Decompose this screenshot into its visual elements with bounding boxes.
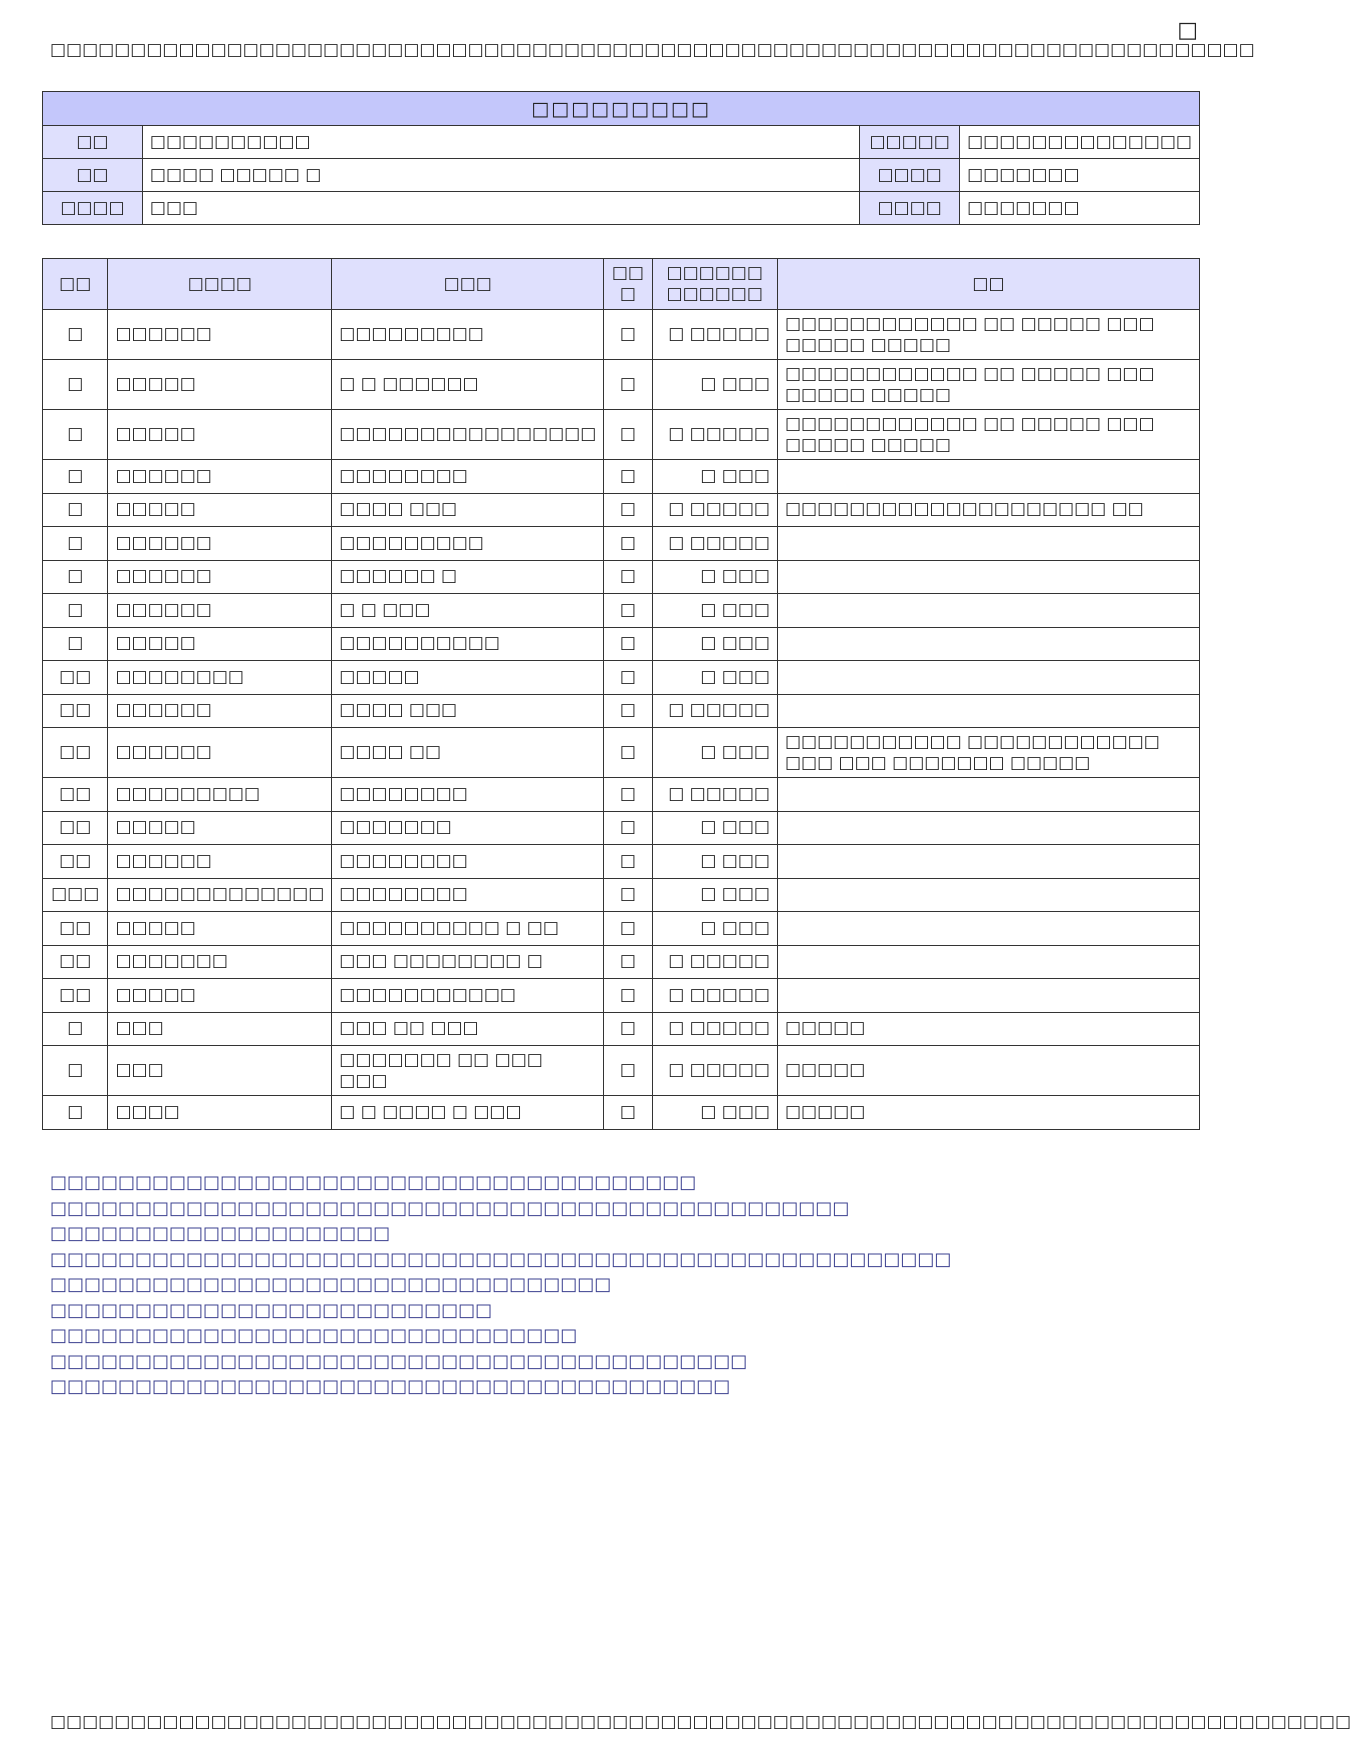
cell-price: □ □□□□□ <box>652 778 777 812</box>
cell-qty: □ <box>604 460 652 494</box>
cell-no: □□ <box>43 694 108 728</box>
cell-qty: □ <box>604 627 652 661</box>
cell-qty: □ <box>604 410 652 460</box>
table-row <box>43 878 1200 912</box>
cell-no: □ <box>43 1012 108 1046</box>
cell-note <box>777 845 1199 879</box>
column-header: □□□□□□ □□□□□□ <box>652 259 777 310</box>
cell-price: □ □□□□□ <box>652 694 777 728</box>
cell-note <box>777 694 1199 728</box>
cell-price: □ □□□ <box>652 460 777 494</box>
cell-price: □ □□□□□ <box>652 493 777 527</box>
cell-name: □□□□□□□□□□□ <box>332 979 604 1013</box>
cell-note <box>777 878 1199 912</box>
table-row <box>43 360 1200 410</box>
cell-no: □ <box>43 560 108 594</box>
cell-code: □□□ <box>108 1046 332 1096</box>
table-row <box>43 1046 1200 1096</box>
cell-qty: □ <box>604 912 652 946</box>
cell-no: □□ <box>43 661 108 695</box>
info-label: □□ <box>43 126 143 159</box>
document-footer: □□□□□□□□□□□□□□□□□□□□□□□□□□□□□□□□□□□□□□□□□□□□□□□□□□□□□□□□□□□□□□□□□□□□□□□□□□□□□□□□□ <box>50 1712 1351 1732</box>
cell-no: □ <box>43 594 108 628</box>
info-value: □□□ <box>142 192 859 225</box>
cell-price: □ □□□ <box>652 360 777 410</box>
cell-name: □□□□□□□ <box>332 811 604 845</box>
cell-price: □ □□□ <box>652 878 777 912</box>
cell-name: □□□□□□□ □□ □□□ □□□ <box>332 1046 604 1096</box>
cell-name: □□□□ □□□ <box>332 694 604 728</box>
table-row <box>43 594 1200 628</box>
cell-price: □ □□□ <box>652 728 777 778</box>
cell-price: □ □□□ <box>652 1096 777 1130</box>
cell-note: □□□□□ <box>777 1012 1199 1046</box>
cell-qty: □ <box>604 945 652 979</box>
note-line: □□□□□□□□□□□□□□□□□□□□□□□□□□□□□□□□□□□□□□ <box>50 1172 697 1193</box>
table-row <box>43 728 1200 778</box>
cell-name: □ □ □□□□ □ □□□ <box>332 1096 604 1130</box>
note-line: □□□□□□□□□□□□□□□□□□□□□□□□□□□□□□□□□□□□□□□□□□□□□□□ <box>50 1197 850 1219</box>
cell-code: □□□□□ <box>108 912 332 946</box>
cell-code: □□□□□□ <box>108 560 332 594</box>
cell-name: □□□ □□□□□□□□ □ <box>332 945 604 979</box>
cell-name: □□□□ □□□ <box>332 493 604 527</box>
cell-code: □□□□□ <box>108 811 332 845</box>
cell-price: □ □□□ <box>652 594 777 628</box>
cell-code: □□□□□□ <box>108 460 332 494</box>
column-header: □□ □ <box>604 259 652 310</box>
cell-note <box>777 594 1199 628</box>
cell-no: □ <box>43 493 108 527</box>
cell-note <box>777 460 1199 494</box>
cell-code: □□□□□□□ <box>108 945 332 979</box>
table-row <box>43 1012 1200 1046</box>
cell-no: □□□ <box>43 878 108 912</box>
cell-note <box>777 627 1199 661</box>
table-row <box>43 560 1200 594</box>
cell-code: □□□□□ <box>108 410 332 460</box>
cell-price: □ □□□ <box>652 627 777 661</box>
note-line: □□□□□□□□□□□□□□□□□□□□□□□□□□ <box>50 1299 493 1321</box>
table-row <box>43 811 1200 845</box>
cell-note <box>777 778 1199 812</box>
cell-qty: □ <box>604 979 652 1013</box>
cell-note: □□□□□ <box>777 1046 1199 1096</box>
cell-code: □□□□□□ <box>108 594 332 628</box>
note-line: □□□□□□□□□□□□□□□□□□□□□□□□□□□□□□□ <box>50 1325 578 1346</box>
cell-qty: □ <box>604 594 652 628</box>
column-header: □□ <box>777 259 1199 310</box>
cell-qty: □ <box>604 1096 652 1130</box>
cell-name: □□□□□□□□□□□□□□□□ <box>332 410 604 460</box>
table-row <box>43 694 1200 728</box>
cell-name: □□□□□□ □ <box>332 560 604 594</box>
table-row <box>43 310 1200 360</box>
cell-name: □□□□□□□□ <box>332 845 604 879</box>
cell-no: □ <box>43 527 108 561</box>
cell-name: □□□□□□□□□□ <box>332 627 604 661</box>
table-row <box>43 945 1200 979</box>
info-table <box>42 91 1200 225</box>
info-title: □□□□□□□□□ <box>43 92 1200 126</box>
table-row <box>43 410 1200 460</box>
cell-code: □□□□□□□□ <box>108 661 332 695</box>
info-label: □□□□ <box>43 192 143 225</box>
cell-no: □ <box>43 627 108 661</box>
cell-price: □ □□□ <box>652 811 777 845</box>
table-row <box>43 460 1200 494</box>
cell-qty: □ <box>604 661 652 695</box>
column-header: □□ <box>43 259 108 310</box>
column-header: □□□□ <box>108 259 332 310</box>
cell-code: □□□□□ <box>108 493 332 527</box>
table-row <box>43 627 1200 661</box>
info-row <box>43 192 1200 225</box>
cell-note <box>777 912 1199 946</box>
cell-no: □□ <box>43 912 108 946</box>
cell-no: □ <box>43 460 108 494</box>
cell-name: □□□□□□□□ <box>332 460 604 494</box>
cell-note <box>777 560 1199 594</box>
table-row <box>43 912 1200 946</box>
cell-name: □□□□□□□□ <box>332 878 604 912</box>
cell-price: □ □□□□□ <box>652 945 777 979</box>
cell-qty: □ <box>604 878 652 912</box>
document-header: □□□□□□□□□□□□□□□□□□□□□□□□□□□□□□□□□□□□□□□□□□□□□□□□□□□□□□□□□□□□□□□□□□□□□□□□□□□ <box>50 40 1255 60</box>
cell-note: □□□□□□□□□□□□ □□ □□□□□ □□□ □□□□□ □□□□□ <box>777 360 1199 410</box>
info-value: □□□□□□□□□□ <box>142 126 859 159</box>
cell-qty: □ <box>604 360 652 410</box>
cell-note: □□□□□□□□□□□□ □□ □□□□□ □□□ □□□□□ □□□□□ <box>777 410 1199 460</box>
cell-note: □□□□□□□□□□□□ □□ □□□□□ □□□ □□□□□ □□□□□ <box>777 310 1199 360</box>
info-row <box>43 159 1200 192</box>
cell-name: □□□ □□ □□□ <box>332 1012 604 1046</box>
cell-price: □ □□□□□ <box>652 410 777 460</box>
cell-code: □□□□ <box>108 1096 332 1130</box>
cell-price: □ □□□ <box>652 560 777 594</box>
table-row <box>43 778 1200 812</box>
cell-note: □□□□□ <box>777 1096 1199 1130</box>
cell-no: □□ <box>43 728 108 778</box>
cell-name: □□□□ □□ <box>332 728 604 778</box>
cell-name: □□□□□□□□□ <box>332 527 604 561</box>
table-row <box>43 493 1200 527</box>
cell-price: □ □□□□□ <box>652 527 777 561</box>
cell-note: □□□□□□□□□□□ □□□□□□□□□□□□ □□□ □□□ □□□□□□□ □□□□□ <box>777 728 1199 778</box>
cell-note <box>777 811 1199 845</box>
info-value: □□□□□□□ <box>960 192 1200 225</box>
table-row <box>43 527 1200 561</box>
info-label: □□ <box>43 159 143 192</box>
cell-code: □□□□□□□□□□□□□ <box>108 878 332 912</box>
cell-code: □□□□□□ <box>108 527 332 561</box>
cell-qty: □ <box>604 778 652 812</box>
cell-name: □□□□□□□□ <box>332 778 604 812</box>
cell-no: □ <box>43 1046 108 1096</box>
cell-code: □□□□□□ <box>108 728 332 778</box>
cell-note <box>777 945 1199 979</box>
cell-no: □ <box>43 410 108 460</box>
note-line: □□□□□□□□□□□□□□□□□□□□□□□□□□□□□□□□□□□□□□□□□□□□□□□□□□□□□ <box>50 1248 952 1270</box>
page-number: □ <box>1177 18 1198 43</box>
cell-no: □ <box>43 1096 108 1130</box>
cell-qty: □ <box>604 1046 652 1096</box>
items-table <box>42 258 1200 1130</box>
cell-qty: □ <box>604 1012 652 1046</box>
info-value: □□□□□□□□□□□□□□ <box>960 126 1200 159</box>
cell-code: □□□□□□ <box>108 845 332 879</box>
info-label: □□□□□ <box>860 126 960 159</box>
table-row <box>43 1096 1200 1130</box>
cell-price: □ □□□□□ <box>652 310 777 360</box>
cell-price: □ □□□ <box>652 912 777 946</box>
cell-price: □ □□□ <box>652 661 777 695</box>
cell-no: □ <box>43 360 108 410</box>
cell-note <box>777 979 1199 1013</box>
cell-price: □ □□□□□ <box>652 1046 777 1096</box>
cell-qty: □ <box>604 310 652 360</box>
cell-note <box>777 661 1199 695</box>
cell-no: □□ <box>43 845 108 879</box>
cell-no: □□ <box>43 979 108 1013</box>
cell-code: □□□□□ <box>108 627 332 661</box>
cell-note: □□□□□□□□□□□□□□□□□□□□ □□ <box>777 493 1199 527</box>
cell-price: □ □□□ <box>652 845 777 879</box>
info-value: □□□□ □□□□□ □ <box>142 159 859 192</box>
cell-code: □□□□□□ <box>108 694 332 728</box>
cell-qty: □ <box>604 493 652 527</box>
cell-code: □□□ <box>108 1012 332 1046</box>
cell-qty: □ <box>604 560 652 594</box>
notes-section <box>50 1170 1170 1400</box>
note-line: □□□□□□□□□□□□□□□□□□□□□□□□□□□□□□□□□ <box>50 1274 612 1295</box>
info-value: □□□□□□□ <box>960 159 1200 192</box>
note-line: □□□□□□□□□□□□□□□□□□□□□□□□□□□□□□□□□□□□□□□□ <box>50 1376 731 1397</box>
cell-no: □□ <box>43 811 108 845</box>
cell-name: □□□□□□□□□□ □ □□ <box>332 912 604 946</box>
table-row <box>43 979 1200 1013</box>
cell-name: □□□□□□□□□ <box>332 310 604 360</box>
cell-code: □□□□□□ <box>108 310 332 360</box>
cell-name: □□□□□ <box>332 661 604 695</box>
info-label: □□□□ <box>860 192 960 225</box>
cell-price: □ □□□□□ <box>652 979 777 1013</box>
info-label: □□□□ <box>860 159 960 192</box>
cell-code: □□□□□□□□□ <box>108 778 332 812</box>
note-line: □□□□□□□□□□□□□□□□□□□□□□□□□□□□□□□□□□□□□□□□□ <box>50 1350 748 1372</box>
table-header-row <box>43 259 1200 310</box>
table-row <box>43 845 1200 879</box>
cell-note <box>777 527 1199 561</box>
cell-price: □ □□□□□ <box>652 1012 777 1046</box>
cell-code: □□□□□ <box>108 360 332 410</box>
table-row <box>43 661 1200 695</box>
cell-no: □□ <box>43 945 108 979</box>
note-line: □□□□□□□□□□□□□□□□□□□□ <box>50 1223 391 1244</box>
cell-qty: □ <box>604 811 652 845</box>
cell-qty: □ <box>604 845 652 879</box>
cell-qty: □ <box>604 527 652 561</box>
column-header: □□□ <box>332 259 604 310</box>
cell-name: □ □ □□□□□□ <box>332 360 604 410</box>
cell-name: □ □ □□□ <box>332 594 604 628</box>
cell-no: □□ <box>43 778 108 812</box>
cell-qty: □ <box>604 694 652 728</box>
cell-no: □ <box>43 310 108 360</box>
info-row <box>43 126 1200 159</box>
cell-code: □□□□□ <box>108 979 332 1013</box>
cell-qty: □ <box>604 728 652 778</box>
